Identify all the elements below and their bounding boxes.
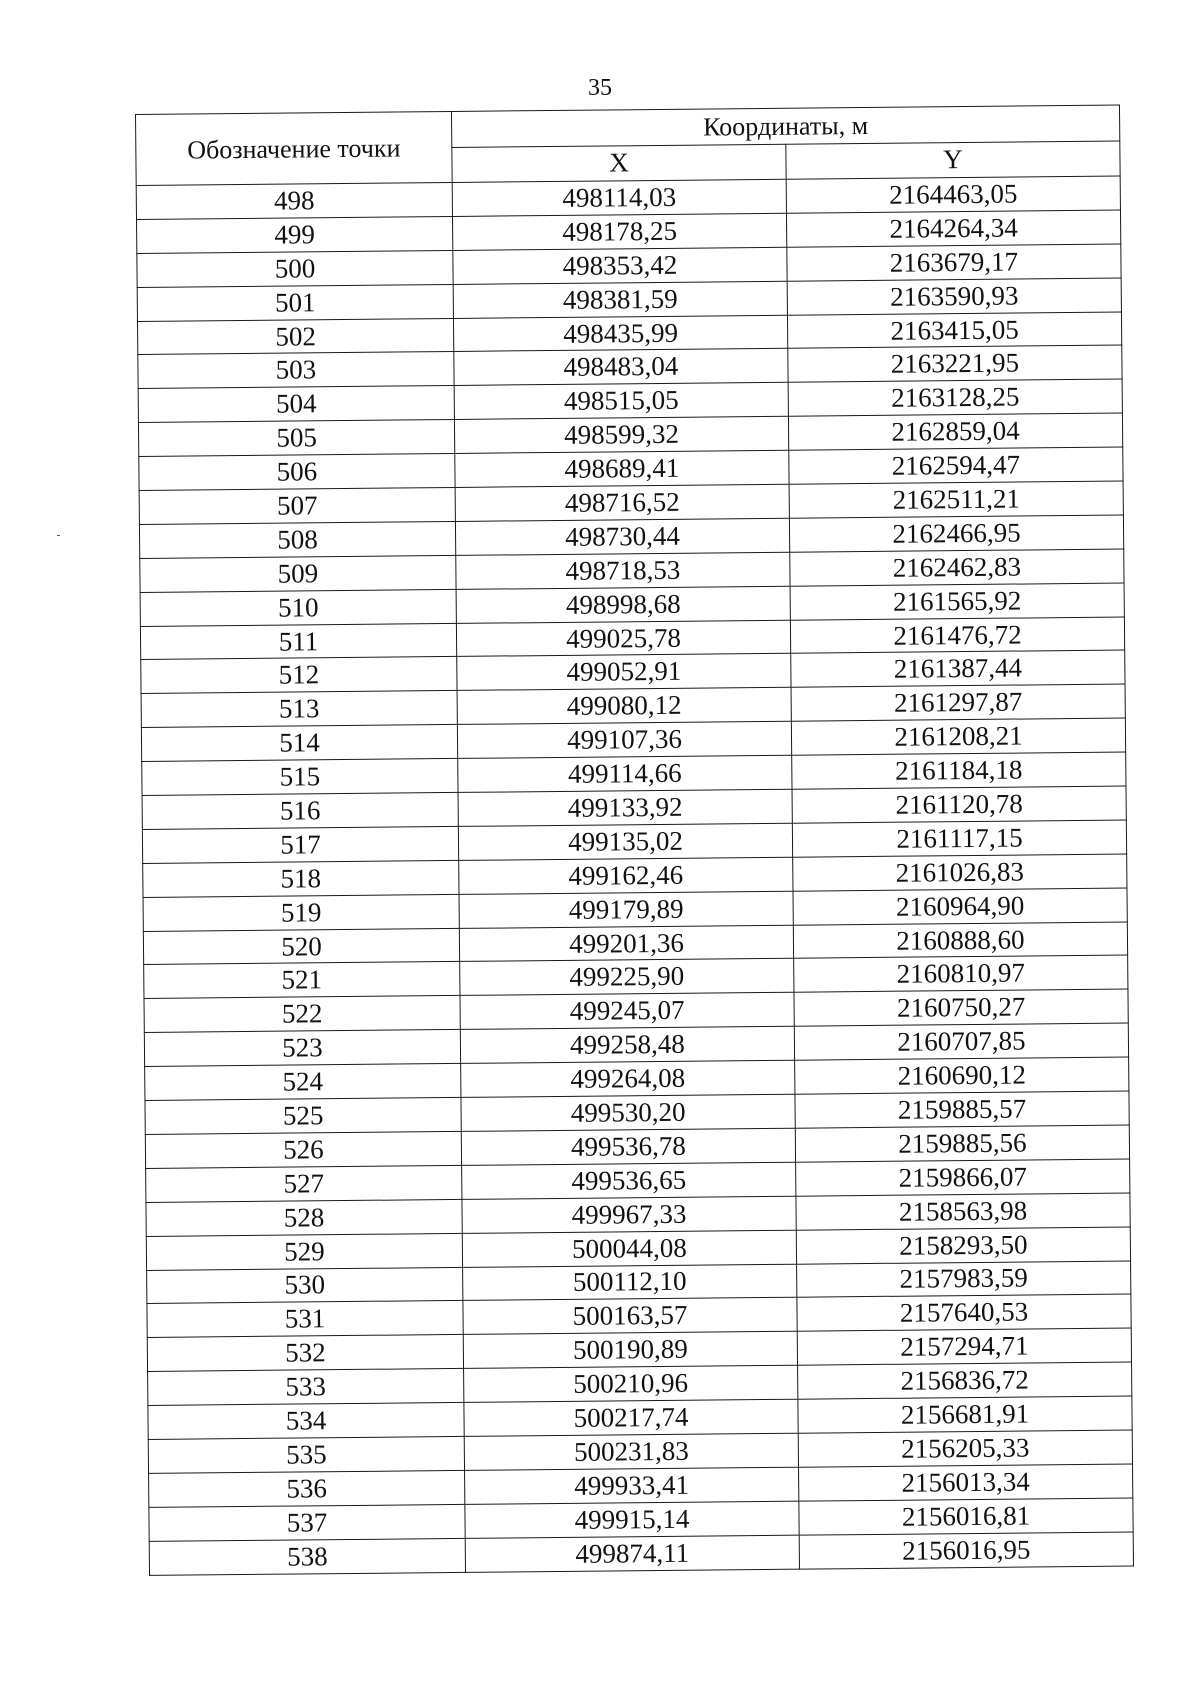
point-cell: 536 (149, 1470, 465, 1507)
x-cell: 500210,96 (464, 1365, 798, 1402)
x-cell: 498718,53 (456, 552, 790, 589)
point-cell: 512 (141, 657, 457, 694)
x-cell: 498114,03 (452, 179, 786, 216)
y-cell: 2161387,44 (791, 650, 1125, 687)
y-cell: 2160750,27 (794, 989, 1128, 1026)
point-cell: 525 (145, 1097, 461, 1134)
y-cell: 2161565,92 (790, 583, 1124, 620)
y-cell: 2157294,71 (797, 1328, 1131, 1365)
header-y: Y (786, 141, 1120, 180)
y-cell: 2158563,98 (796, 1193, 1130, 1230)
point-cell: 527 (146, 1165, 462, 1202)
y-cell: 2161184,18 (792, 752, 1126, 789)
x-cell: 500112,10 (463, 1264, 797, 1301)
point-cell: 509 (140, 555, 456, 592)
x-cell: 499025,78 (456, 620, 790, 657)
point-cell: 522 (144, 996, 460, 1033)
y-cell: 2160690,12 (795, 1057, 1129, 1094)
y-cell: 2161120,78 (792, 786, 1126, 823)
y-cell: 2156205,33 (798, 1430, 1132, 1467)
x-cell: 500044,08 (462, 1230, 796, 1267)
x-cell: 499052,91 (457, 654, 791, 691)
point-cell: 514 (141, 725, 457, 762)
point-cell: 502 (137, 318, 453, 355)
point-cell: 511 (140, 623, 456, 660)
x-cell: 498689,41 (455, 450, 789, 487)
y-cell: 2161117,15 (792, 820, 1126, 857)
x-cell: 499967,33 (462, 1196, 796, 1233)
x-cell: 498998,68 (456, 586, 790, 623)
y-cell: 2161297,87 (791, 684, 1125, 721)
point-cell: 500 (137, 250, 453, 287)
y-cell: 2156836,72 (798, 1362, 1132, 1399)
y-cell: 2156016,95 (799, 1532, 1133, 1569)
point-cell: 538 (149, 1538, 465, 1575)
header-coordinates: Координаты, м (451, 105, 1119, 147)
point-cell: 534 (148, 1402, 464, 1439)
y-cell: 2161026,83 (793, 854, 1127, 891)
x-cell: 499225,90 (460, 959, 794, 996)
x-cell: 498599,32 (454, 416, 788, 453)
x-cell: 499264,08 (461, 1060, 795, 1097)
point-cell: 530 (147, 1267, 463, 1304)
x-cell: 498515,05 (454, 383, 788, 420)
y-cell: 2163415,05 (787, 312, 1121, 349)
coordinates-table (135, 105, 1134, 1576)
point-cell: 537 (149, 1504, 465, 1541)
y-cell: 2160707,85 (794, 1023, 1128, 1060)
x-cell: 498716,52 (455, 484, 789, 521)
x-cell: 499915,14 (465, 1501, 799, 1538)
y-cell: 2159885,57 (795, 1091, 1129, 1128)
x-cell: 499536,78 (461, 1128, 795, 1165)
x-cell: 498353,42 (453, 247, 787, 284)
x-cell: 499080,12 (457, 688, 791, 725)
x-cell: 499245,07 (460, 993, 794, 1030)
y-cell: 2164264,34 (786, 210, 1120, 247)
y-cell: 2157640,53 (797, 1294, 1131, 1331)
x-cell: 500190,89 (463, 1331, 797, 1368)
point-cell: 506 (139, 454, 455, 491)
x-cell: 499179,89 (459, 891, 793, 928)
y-cell: 2163679,17 (787, 244, 1121, 281)
table-body (136, 176, 1133, 1575)
y-cell: 2156681,91 (798, 1396, 1132, 1433)
y-cell: 2156016,81 (799, 1498, 1133, 1535)
page-number: 35 (588, 75, 612, 101)
y-cell: 2158293,50 (796, 1227, 1130, 1264)
y-cell: 2157983,59 (797, 1260, 1131, 1297)
point-cell: 532 (147, 1335, 463, 1372)
x-cell: 499114,66 (458, 755, 792, 792)
x-cell: 498483,04 (454, 349, 788, 386)
x-cell: 500163,57 (463, 1298, 797, 1335)
point-cell: 524 (145, 1064, 461, 1101)
y-cell: 2163128,25 (788, 379, 1122, 416)
y-cell: 2160888,60 (793, 922, 1127, 959)
x-cell: 499107,36 (457, 721, 791, 758)
y-cell: 2162594,47 (789, 447, 1123, 484)
x-cell: 499933,41 (465, 1467, 799, 1504)
y-cell: 2162462,83 (790, 549, 1124, 586)
y-cell: 2162859,04 (788, 413, 1122, 450)
y-cell: 2161208,21 (791, 718, 1125, 755)
x-cell: 499133,92 (458, 789, 792, 826)
point-cell: 528 (146, 1199, 462, 1236)
header-point-designation: Обозначение точки (136, 111, 453, 185)
point-cell: 498 (136, 182, 452, 219)
y-cell: 2162466,95 (789, 515, 1123, 552)
x-cell: 498178,25 (452, 213, 786, 250)
x-cell: 500231,83 (464, 1433, 798, 1470)
x-cell: 499162,46 (459, 857, 793, 894)
y-cell: 2160964,90 (793, 888, 1127, 925)
point-cell: 515 (142, 759, 458, 796)
table-header (136, 105, 1121, 185)
point-cell: 529 (146, 1233, 462, 1270)
x-cell: 499258,48 (460, 1026, 794, 1063)
y-cell: 2163221,95 (788, 345, 1122, 382)
x-cell: 498730,44 (455, 518, 789, 555)
point-cell: 517 (142, 826, 458, 863)
point-cell: 520 (143, 928, 459, 965)
y-cell: 2161476,72 (790, 617, 1124, 654)
y-cell: 2159866,07 (796, 1159, 1130, 1196)
point-cell: 521 (144, 962, 460, 999)
point-cell: 518 (143, 860, 459, 897)
point-cell: 516 (142, 792, 458, 829)
point-cell: 519 (143, 894, 459, 931)
scan-speck (57, 535, 60, 536)
x-cell: 498381,59 (453, 281, 787, 318)
x-cell: 499530,20 (461, 1094, 795, 1131)
y-cell: 2159885,56 (795, 1125, 1129, 1162)
x-cell: 499536,65 (462, 1162, 796, 1199)
y-cell: 2163590,93 (787, 278, 1121, 315)
point-cell: 501 (137, 284, 453, 321)
point-cell: 535 (148, 1436, 464, 1473)
point-cell: 533 (148, 1369, 464, 1406)
point-cell: 505 (138, 420, 454, 457)
x-cell: 498435,99 (453, 315, 787, 352)
y-cell: 2162511,21 (789, 481, 1123, 518)
point-cell: 508 (139, 521, 455, 558)
y-cell: 2160810,97 (794, 955, 1128, 992)
point-cell: 507 (139, 487, 455, 524)
point-cell: 503 (138, 352, 454, 389)
y-cell: 2156013,34 (799, 1464, 1133, 1501)
point-cell: 513 (141, 691, 457, 728)
point-cell: 531 (147, 1301, 463, 1338)
x-cell: 499201,36 (459, 925, 793, 962)
point-cell: 510 (140, 589, 456, 626)
header-x: X (452, 144, 786, 183)
point-cell: 523 (144, 1030, 460, 1067)
x-cell: 499874,11 (465, 1535, 799, 1572)
coordinates-table-wrapper (135, 105, 1134, 1576)
point-cell: 499 (137, 216, 453, 253)
point-cell: 526 (145, 1131, 461, 1168)
y-cell: 2164463,05 (786, 176, 1120, 213)
point-cell: 504 (138, 386, 454, 423)
x-cell: 499135,02 (458, 823, 792, 860)
x-cell: 500217,74 (464, 1399, 798, 1436)
